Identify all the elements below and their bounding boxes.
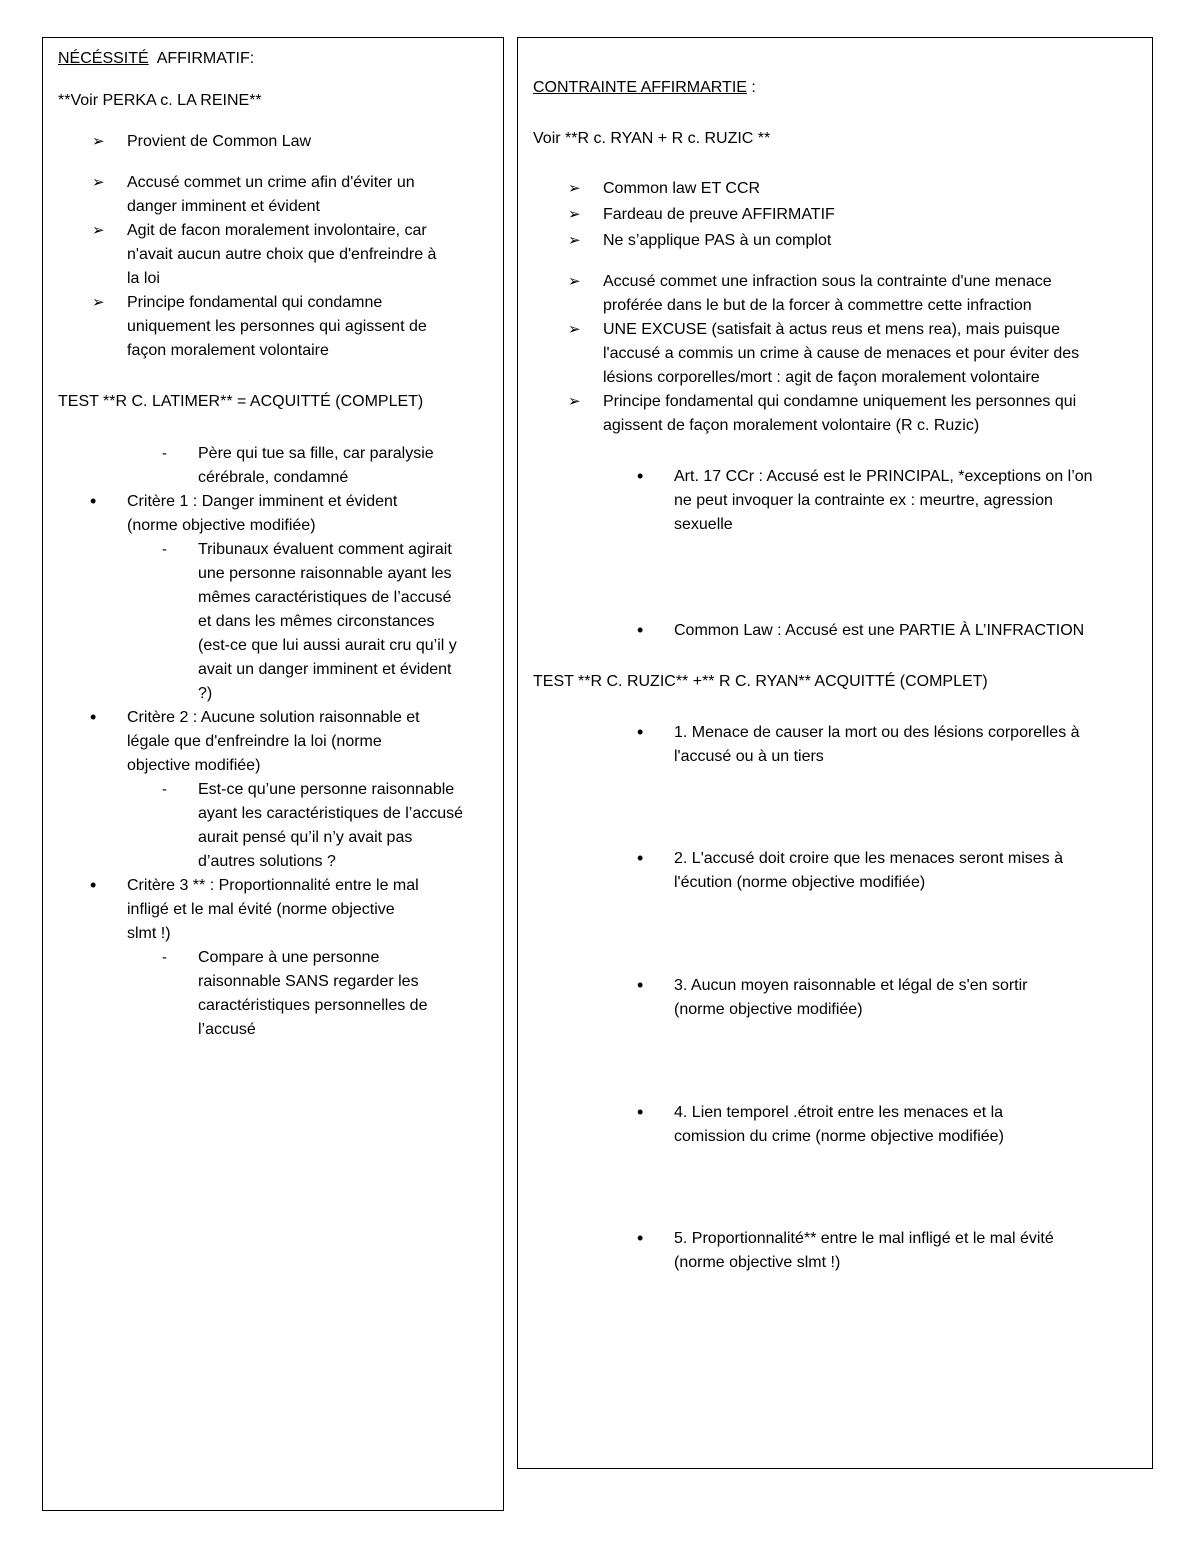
dash-bullet-icon: - xyxy=(162,541,167,558)
arrow-bullet-icon: ➢ xyxy=(568,273,581,290)
criterion-sub-line: avait un danger imminent et évident xyxy=(198,661,452,678)
right-test-heading: TEST **R C. RUZIC** +** R C. RYAN** ACQUITTÉ (COMPLET) xyxy=(533,673,988,690)
arrow-bullet-icon: ➢ xyxy=(568,180,581,197)
left-item-line: la loi xyxy=(127,270,160,287)
right-title-rest: : xyxy=(746,79,756,96)
criterion-sub-line: aurait pensé qu’il n’y avait pas xyxy=(198,829,413,846)
arrow-bullet-icon: ➢ xyxy=(568,321,581,338)
right-item-line: Ne s’applique PAS à un complot xyxy=(603,232,832,249)
criterion-sub-line: une personne raisonnable ayant les xyxy=(198,565,452,582)
right-item-line: Fardeau de preuve AFFIRMATIF xyxy=(603,206,835,223)
left-item-line: Agit de facon moralement involontaire, car xyxy=(127,222,427,239)
criterion-sub-line: mêmes caractéristiques de l’accusé xyxy=(198,589,452,606)
right-criterion-line: l'accusé ou à un tiers xyxy=(674,748,824,765)
criterion-line: légale que d'enfreindre la loi (norme xyxy=(127,733,382,750)
criterion-sub-line: et dans les mêmes circonstances xyxy=(198,613,435,630)
criterion-sub-line: Tribunaux évaluent comment agirait xyxy=(198,541,452,558)
criterion-sub-line: ayant les caractéristiques de l’accusé xyxy=(198,805,464,822)
criterion-line: Critère 2 : Aucune solution raisonnable et xyxy=(127,709,420,726)
right-criterion-line: 4. Lien temporel .étroit entre les menaces et la xyxy=(674,1104,1004,1121)
left-reference: **Voir PERKA c. LA REINE** xyxy=(58,92,262,109)
right-criterion-line: comission du crime (norme objective modifiée) xyxy=(674,1128,1004,1145)
right-item-line: Common law ET CCR xyxy=(603,180,761,197)
dot-bullet-icon: • xyxy=(637,975,644,995)
left-title-underlined: NÉCÉSSITÉ xyxy=(58,50,149,67)
right-criterion-line: 3. Aucun moyen raisonnable et légal de s'en sortir xyxy=(674,977,1028,994)
common-law-line: Common Law : Accusé est une PARTIE À L’INFRACTION xyxy=(674,622,1085,639)
arrow-bullet-icon: ➢ xyxy=(92,174,105,191)
dot-bullet-icon: • xyxy=(637,848,644,868)
arrow-bullet-icon: ➢ xyxy=(568,232,581,249)
criterion-line: Critère 3 ** : Proportionnalité entre le mal xyxy=(127,877,419,894)
right-criterion-line: (norme objective slmt !) xyxy=(674,1254,841,1271)
criterion-sub-line: raisonnable SANS regarder les xyxy=(198,973,419,990)
criterion-sub-line: Compare à une personne xyxy=(198,949,380,966)
arrow-bullet-icon: ➢ xyxy=(92,294,105,311)
dot-bullet-icon: • xyxy=(637,1102,644,1122)
left-item-line: Principe fondamental qui condamne xyxy=(127,294,383,311)
dot-bullet-icon: • xyxy=(637,1228,644,1248)
left-item-line: uniquement les personnes qui agissent de xyxy=(127,318,427,335)
art17-line: sexuelle xyxy=(674,516,733,533)
dot-bullet-icon: • xyxy=(637,620,644,640)
right-item-line: Accusé commet une infraction sous la contrainte d'une menace xyxy=(603,273,1052,290)
arrow-bullet-icon: ➢ xyxy=(92,222,105,239)
arrow-bullet-icon: ➢ xyxy=(568,206,581,223)
latimer-note-line: cérébrale, condamné xyxy=(198,469,349,486)
right-item-line: agissent de façon moralement volontaire (R c. Ruzic) xyxy=(603,417,980,434)
left-item-line: Accusé commet un crime afin d'éviter un xyxy=(127,174,415,191)
latimer-note-line: Père qui tue sa fille, car paralysie xyxy=(198,445,434,462)
right-item-line: UNE EXCUSE (satisfait à actus reus et mens rea), mais puisque xyxy=(603,321,1061,338)
criterion-line: objective modifiée) xyxy=(127,757,261,774)
right-item-line: l'accusé a commis un crime à cause de menaces et pour éviter des xyxy=(603,345,1080,362)
criterion-line: (norme objective modifiée) xyxy=(127,517,316,534)
right-title xyxy=(533,76,756,100)
dash-bullet-icon: - xyxy=(162,781,167,798)
left-item-line: Provient de Common Law xyxy=(127,133,312,150)
left-title xyxy=(58,47,254,71)
right-reference: Voir **R c. RYAN + R c. RUZIC ** xyxy=(533,130,771,147)
criterion-line: Critère 1 : Danger imminent et évident xyxy=(127,493,398,510)
dot-bullet-icon: • xyxy=(90,875,97,895)
right-item-line: proférée dans le but de la forcer à commettre cette infraction xyxy=(603,297,1032,314)
criterion-sub-line: caractéristiques personnelles de xyxy=(198,997,428,1014)
arrow-bullet-icon: ➢ xyxy=(568,393,581,410)
left-title-rest: AFFIRMATIF: xyxy=(148,50,255,67)
criterion-line: infligé et le mal évité (norme objective xyxy=(127,901,395,918)
right-item-line: Principe fondamental qui condamne uniquement les personnes qui xyxy=(603,393,1077,410)
criterion-line: slmt !) xyxy=(127,925,171,942)
right-criterion-line: (norme objective modifiée) xyxy=(674,1001,863,1018)
criterion-sub-line: l’accusé xyxy=(198,1021,256,1038)
dot-bullet-icon: • xyxy=(90,491,97,511)
dash-bullet-icon: - xyxy=(162,445,167,462)
criterion-sub-line: Est-ce qu’une personne raisonnable xyxy=(198,781,455,798)
right-criterion-line: 5. Proportionnalité** entre le mal infligé et le mal évité xyxy=(674,1230,1054,1247)
left-item-line: n'avait aucun autre choix que d'enfreindre à xyxy=(127,246,437,263)
arrow-bullet-icon: ➢ xyxy=(92,133,105,150)
dot-bullet-icon: • xyxy=(637,722,644,742)
criterion-sub-line: ?) xyxy=(198,685,213,702)
art17-line: ne peut invoquer la contrainte ex : meurtre, agression xyxy=(674,492,1053,509)
criterion-sub-line: (est-ce que lui aussi aurait cru qu’il y xyxy=(198,637,457,654)
right-criterion-line: l'écution (norme objective modifiée) xyxy=(674,874,926,891)
dot-bullet-icon: • xyxy=(637,466,644,486)
right-criterion-line: 2. L'accusé doit croire que les menaces seront mises à xyxy=(674,850,1064,867)
art17-line: Art. 17 CCr : Accusé est le PRINCIPAL, *exceptions on l’on xyxy=(674,468,1093,485)
right-title-underlined: CONTRAINTE AFFIRMARTIE xyxy=(533,79,747,96)
criterion-sub-line: d’autres solutions ? xyxy=(198,853,336,870)
left-test-heading: TEST **R C. LATIMER** = ACQUITTÉ (COMPLET) xyxy=(58,393,424,410)
left-item-line: façon moralement volontaire xyxy=(127,342,329,359)
dash-bullet-icon: - xyxy=(162,949,167,966)
dot-bullet-icon: • xyxy=(90,707,97,727)
right-criterion-line: 1. Menace de causer la mort ou des lésions corporelles à xyxy=(674,724,1080,741)
left-item-line: danger imminent et évident xyxy=(127,198,320,215)
right-item-line: lésions corporelles/mort : agit de façon moralement volontaire xyxy=(603,369,1040,386)
